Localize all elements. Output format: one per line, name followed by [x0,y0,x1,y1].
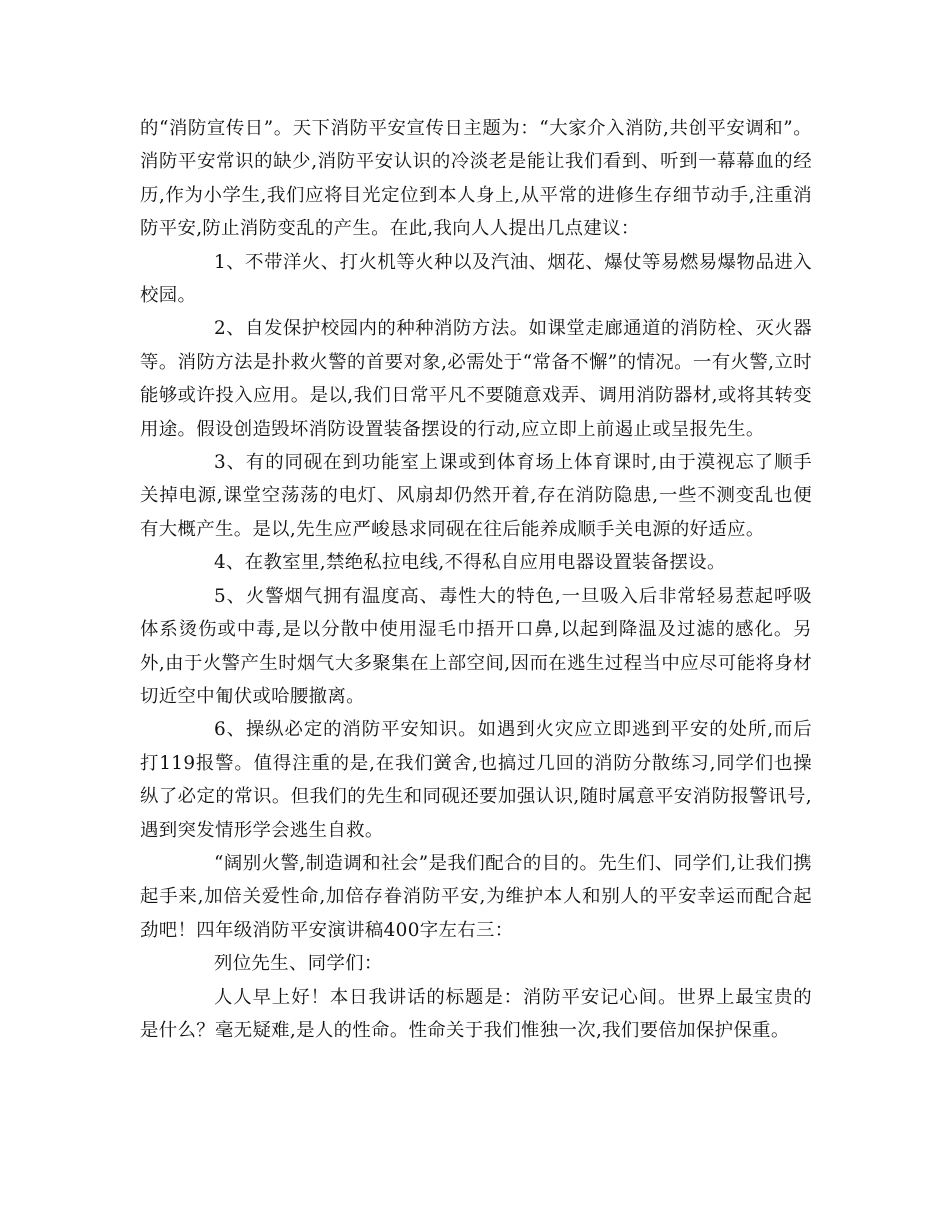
paragraph-suggestion-2: 2、自发保护校园内的种种消防方法。如课堂走廊通道的消防栓、灭火器等。消防方法是扑救火警的首要对象,必需处于“常备不懈”的情况。一有火警,立时能够或许投入应用。是以,我们日常平凡不要随意戏弄、调用消防器材,或将其转变用途。假设创造毁坏消防设置装备摆设的行动,应立即上前遏止或呈报先生。 [140,318,812,440]
paragraph-suggestion-3: 3、有的同砚在到功能室上课或到体育场上体育课时,由于漠视忘了顺手关掉电源,课堂空荡荡的电灯、风扇却仍然开着,存在消防隐患,一些不测变乱也便有大概产生。是以,先生应严峻恳求同砚在往后能养成顺手关电源的好适应。 [140,452,812,540]
paragraph-suggestion-4: 4、在教室里,禁绝私拉电线,不得私自应用电器设置装备摆设。 [214,552,726,574]
document-body [140,112,812,1047]
paragraph-closing: “阔别火警,制造调和社会”是我们配合的目的。先生们、同学们,让我们携起手来,加倍关爱性命,加倍存眷消防平安,为维护本人和别人的平安幸运而配合起劲吧！四年级消防平安演讲稿400字左右三： [140,852,812,941]
paragraph-salutation: 列位先生、同学们： [214,953,383,975]
paragraph-suggestion-1: 1、不带洋火、打火机等火种以及汽油、烟花、爆仗等易燃易爆物品进入校园。 [140,251,812,307]
paragraph-suggestion-6: 6、操纵必定的消防平安知识。如遇到火灾应立即逃到平安的处所,而后打119报警。值得注重的是,在我们黉舍,也搞过几回的消防分散练习,同学们也操纵了必定的常识。但我们的先生和同砚还要加强认识,随时属意平安消防报警讯号,遇到突发情形学会逃生自救。 [140,719,812,841]
paragraph-intro-continuation: 的“消防宣传日”。天下消防平安宣传日主题为：“大家介入消防,共创平安调和”。消防平安常识的缺少,消防平安认识的冷淡老是能让我们看到、听到一幕幕血的经历,作为小学生,我们应将目光定位到本人身上,从平常的进修生存细节动手,注重消防平安,防止消防变乱的产生。在此,我向人人提出几点建议： [140,118,812,240]
paragraph-suggestion-5: 5、火警烟气拥有温度高、毒性大的特色,一旦吸入后非常轻易惹起呼吸体系烫伤或中毒,是以分散中使用湿毛巾捂开口鼻,以起到降温及过滤的感化。另外,由于火警产生时烟气大多聚集在上部空间,因而在逃生过程当中应尽可能将身材切近空中匍伏或哈腰撤离。 [140,585,812,707]
paragraph-speech-opening: 人人早上好！本日我讲话的标题是：消防平安记心间。世界上最宝贵的是什么？毫无疑难,是人的性命。性命关于我们惟独一次,我们要倍加保护保重。 [140,986,812,1041]
